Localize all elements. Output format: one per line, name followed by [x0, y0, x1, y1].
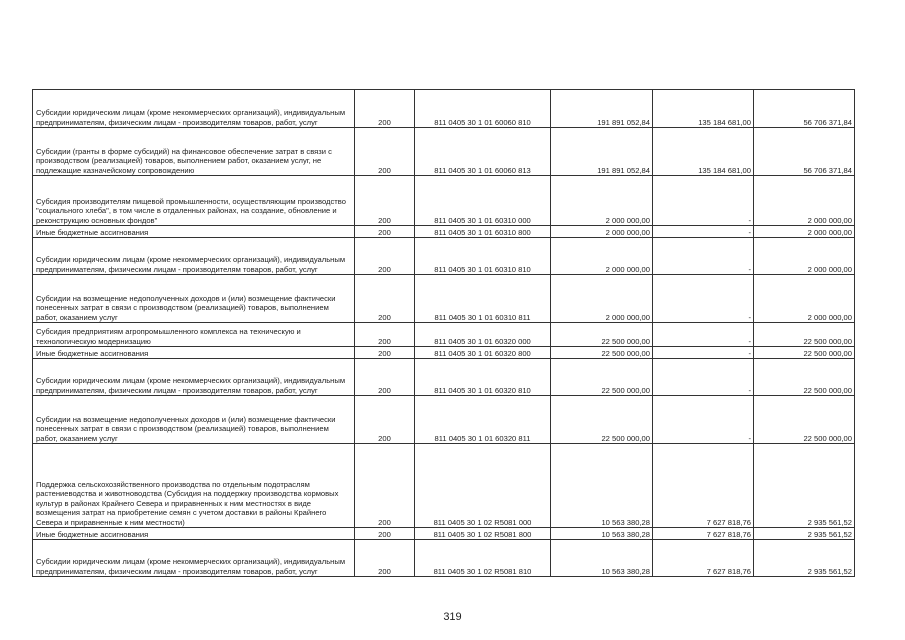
- table-row: [33, 396, 855, 444]
- row-amount-executed: -: [653, 176, 754, 226]
- row-code: 200: [355, 359, 415, 396]
- row-code: 200: [355, 128, 415, 176]
- table-row: [33, 275, 855, 323]
- row-name: Иные бюджетные ассигнования: [33, 226, 355, 238]
- row-amount-total: 191 891 052,84: [551, 128, 653, 176]
- row-amount-total: 22 500 000,00: [551, 323, 653, 347]
- row-code: 200: [355, 540, 415, 577]
- row-amount-total: 10 563 380,28: [551, 444, 653, 528]
- budget-table-body: [33, 90, 855, 577]
- row-amount-executed: -: [653, 396, 754, 444]
- row-name: Иные бюджетные ассигнования: [33, 528, 355, 540]
- row-name: Субсидия производителям пищевой промышленности, осуществляющим производство "социального хлеба", в том числе в отдаленных районах, на создание, обновление и реконструкцию основных фондов": [33, 176, 355, 226]
- table-row: [33, 176, 855, 226]
- row-amount-executed: 7 627 818,76: [653, 528, 754, 540]
- table-row: [33, 226, 855, 238]
- row-code: 200: [355, 275, 415, 323]
- row-amount-remaining: 22 500 000,00: [754, 347, 855, 359]
- row-classification: 811 0405 30 1 01 60310 811: [415, 275, 551, 323]
- row-amount-total: 2 000 000,00: [551, 226, 653, 238]
- row-amount-remaining: 2 000 000,00: [754, 275, 855, 323]
- table-row: [33, 128, 855, 176]
- row-classification: 811 0405 30 1 01 60310 000: [415, 176, 551, 226]
- row-name: Поддержка сельскохозяйственного производства по отдельным подотраслям растениеводства и животноводства (Субсидия на поддержку производства кормовых культур в районах Крайнего Севера и приравненных к ним местностях в виде возмещения затрат на приобретение семян с учетом доставки в районы Крайнего Севера и приравненные к ним местности): [33, 444, 355, 528]
- row-code: 200: [355, 238, 415, 275]
- table-row: [33, 323, 855, 347]
- row-code: 200: [355, 444, 415, 528]
- row-name: Субсидия предприятиям агропромышленного комплекса на техническую и технологическую модернизацию: [33, 323, 355, 347]
- row-amount-total: 22 500 000,00: [551, 347, 653, 359]
- row-amount-remaining: 22 500 000,00: [754, 359, 855, 396]
- row-amount-total: 2 000 000,00: [551, 176, 653, 226]
- row-amount-executed: -: [653, 323, 754, 347]
- row-code: 200: [355, 396, 415, 444]
- row-amount-total: 22 500 000,00: [551, 359, 653, 396]
- row-amount-total: 22 500 000,00: [551, 396, 653, 444]
- table-row: [33, 540, 855, 577]
- row-classification: 811 0405 30 1 01 60310 800: [415, 226, 551, 238]
- row-code: 200: [355, 347, 415, 359]
- row-classification: 811 0405 30 1 01 60320 811: [415, 396, 551, 444]
- row-amount-total: 10 563 380,28: [551, 540, 653, 577]
- row-classification: 811 0405 30 1 01 60060 810: [415, 90, 551, 128]
- row-amount-executed: 7 627 818,76: [653, 444, 754, 528]
- row-amount-remaining: 22 500 000,00: [754, 396, 855, 444]
- row-amount-total: 191 891 052,84: [551, 90, 653, 128]
- row-amount-executed: -: [653, 238, 754, 275]
- budget-table: [32, 89, 855, 577]
- row-amount-executed: 7 627 818,76: [653, 540, 754, 577]
- row-code: 200: [355, 176, 415, 226]
- row-amount-executed: 135 184 681,00: [653, 90, 754, 128]
- row-classification: 811 0405 30 1 01 60320 000: [415, 323, 551, 347]
- row-amount-executed: -: [653, 359, 754, 396]
- row-name: Иные бюджетные ассигнования: [33, 347, 355, 359]
- row-classification: 811 0405 30 1 02 R5081 810: [415, 540, 551, 577]
- row-amount-remaining: 2 935 561,52: [754, 540, 855, 577]
- row-name: Субсидии (гранты в форме субсидий) на финансовое обеспечение затрат в связи с производством (реализацией) товаров, выполнением работ, оказанием услуг, не подлежащие казначейскому сопровождению: [33, 128, 355, 176]
- row-code: 200: [355, 528, 415, 540]
- row-classification: 811 0405 30 1 01 60320 800: [415, 347, 551, 359]
- table-row: [33, 238, 855, 275]
- row-code: 200: [355, 323, 415, 347]
- row-name: Субсидии юридическим лицам (кроме некоммерческих организаций), индивидуальным предпринимателям, физическим лицам - производителям товаров, работ, услуг: [33, 238, 355, 275]
- row-amount-remaining: 2 000 000,00: [754, 226, 855, 238]
- row-amount-remaining: 56 706 371,84: [754, 90, 855, 128]
- row-amount-executed: 135 184 681,00: [653, 128, 754, 176]
- row-amount-executed: -: [653, 347, 754, 359]
- row-amount-remaining: 22 500 000,00: [754, 323, 855, 347]
- row-amount-remaining: 2 935 561,52: [754, 528, 855, 540]
- row-amount-remaining: 56 706 371,84: [754, 128, 855, 176]
- table-row: [33, 359, 855, 396]
- row-amount-executed: -: [653, 226, 754, 238]
- row-name: Субсидии юридическим лицам (кроме некоммерческих организаций), индивидуальным предпринимателям, физическим лицам - производителям товаров, работ, услуг: [33, 359, 355, 396]
- row-name: Субсидии на возмещение недополученных доходов и (или) возмещение фактически понесенных затрат в связи с производством (реализацией) товаров, выполнением работ, оказанием услуг: [33, 396, 355, 444]
- row-classification: 811 0405 30 1 01 60310 810: [415, 238, 551, 275]
- row-amount-executed: -: [653, 275, 754, 323]
- row-amount-remaining: 2 935 561,52: [754, 444, 855, 528]
- row-classification: 811 0405 30 1 02 R5081 800: [415, 528, 551, 540]
- row-amount-remaining: 2 000 000,00: [754, 238, 855, 275]
- row-classification: 811 0405 30 1 01 60060 813: [415, 128, 551, 176]
- row-amount-total: 2 000 000,00: [551, 238, 653, 275]
- table-row: [33, 444, 855, 528]
- row-amount-total: 2 000 000,00: [551, 275, 653, 323]
- row-name: Субсидии на возмещение недополученных доходов и (или) возмещение фактически понесенных затрат в связи с производством (реализацией) товаров, выполнением работ, оказанием услуг: [33, 275, 355, 323]
- row-code: 200: [355, 226, 415, 238]
- row-classification: 811 0405 30 1 02 R5081 000: [415, 444, 551, 528]
- row-code: 200: [355, 90, 415, 128]
- page-number: 319: [443, 611, 462, 623]
- row-classification: 811 0405 30 1 01 60320 810: [415, 359, 551, 396]
- row-amount-remaining: 2 000 000,00: [754, 176, 855, 226]
- table-row: [33, 347, 855, 359]
- row-name: Субсидии юридическим лицам (кроме некоммерческих организаций), индивидуальным предпринимателям, физическим лицам - производителям товаров, работ, услуг: [33, 540, 355, 577]
- table-row: [33, 528, 855, 540]
- row-amount-total: 10 563 380,28: [551, 528, 653, 540]
- row-name: Субсидии юридическим лицам (кроме некоммерческих организаций), индивидуальным предпринимателям, физическим лицам - производителям товаров, работ, услуг: [33, 90, 355, 128]
- table-row: [33, 90, 855, 128]
